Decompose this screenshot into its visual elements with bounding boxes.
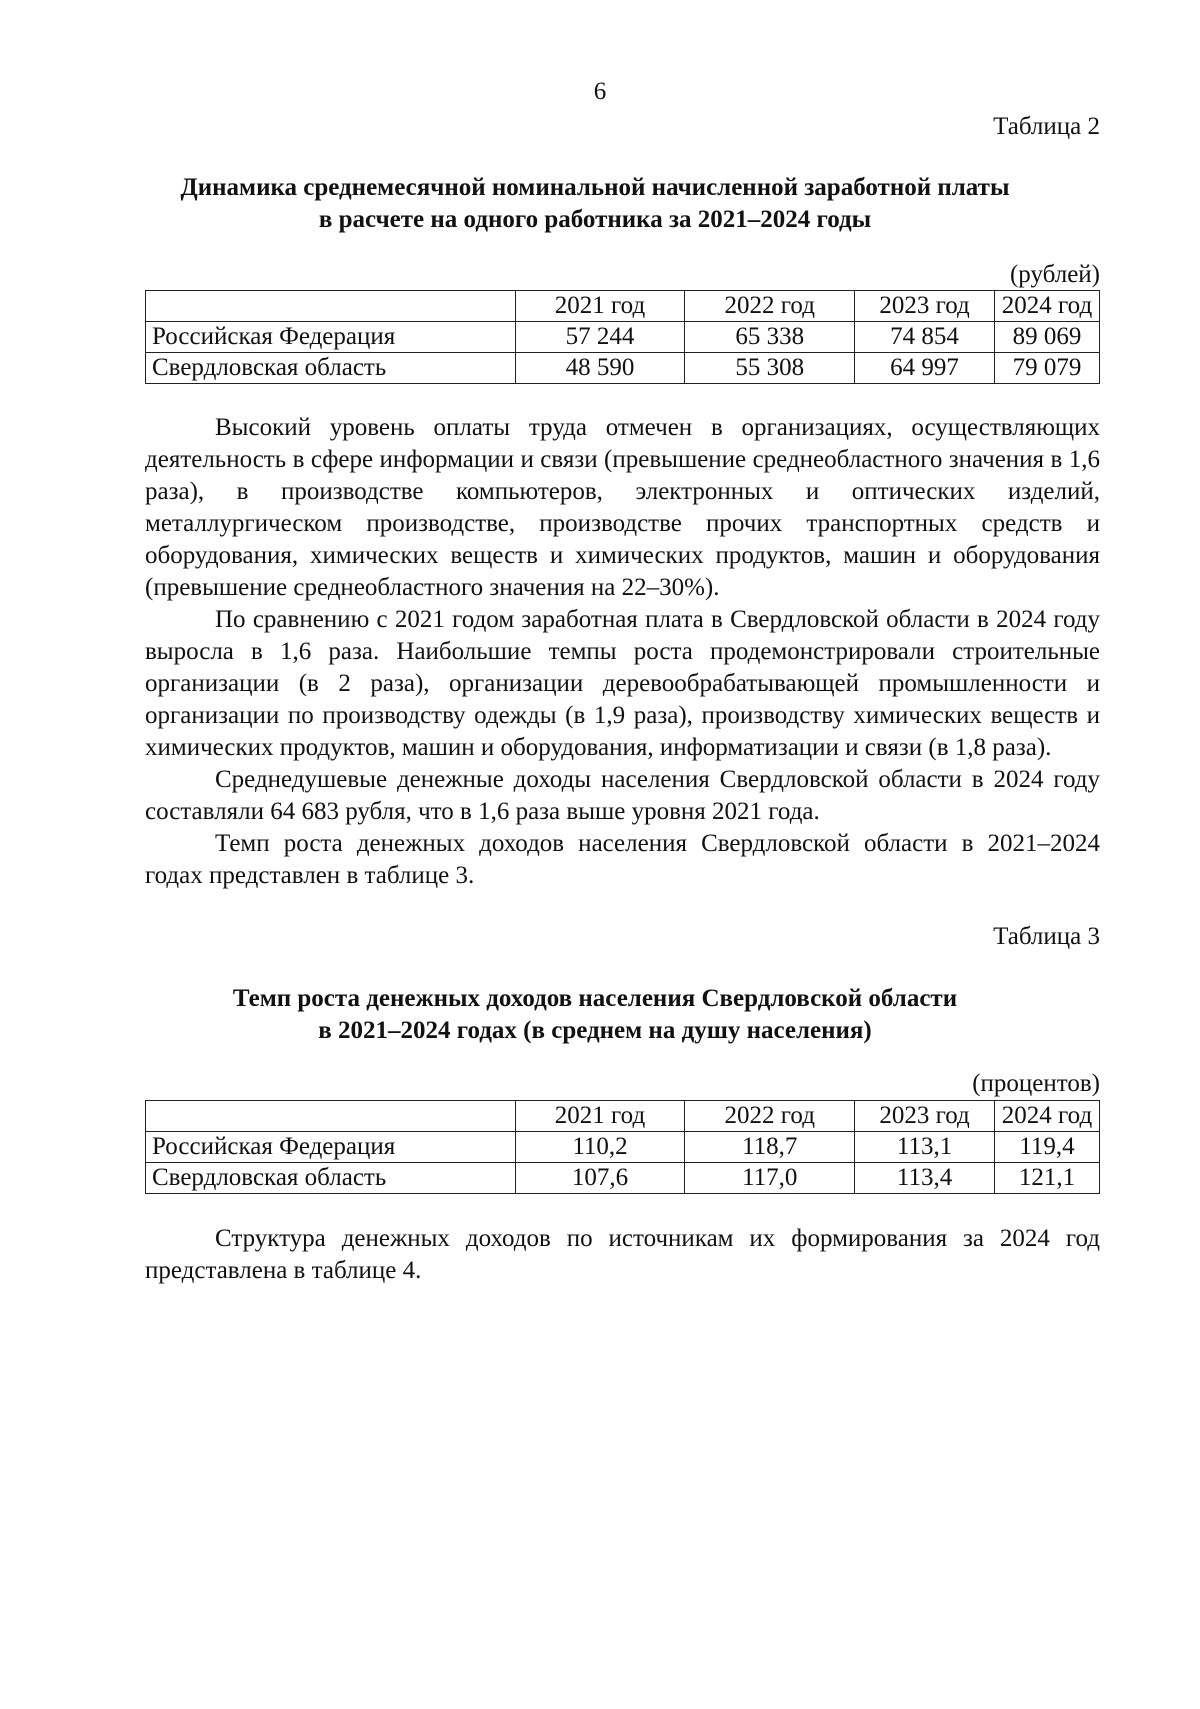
- table-row: [146, 322, 1100, 353]
- table3-row-label: Свердловская область: [146, 1163, 516, 1194]
- table-row: [146, 1132, 1100, 1163]
- table3-header-cell: 2022 год: [685, 1101, 855, 1132]
- table3-cell: 119,4: [994, 1132, 1099, 1163]
- table2-cell: 74 854: [855, 322, 995, 353]
- body-text-2: [145, 1223, 1100, 1287]
- table2-header-cell: 2023 год: [855, 291, 995, 322]
- table3-cell: 110,2: [515, 1132, 685, 1163]
- table3-cell: 117,0: [685, 1163, 855, 1194]
- table-row: [146, 353, 1100, 384]
- table2-row-label: Свердловская область: [146, 353, 516, 384]
- table3-cell: 107,6: [515, 1163, 685, 1194]
- table2-header-cell: 2022 год: [685, 291, 855, 322]
- table2-cell: 79 079: [994, 353, 1099, 384]
- table2-cell: 57 244: [515, 322, 685, 353]
- table3-cell: 113,4: [855, 1163, 995, 1194]
- table3-cell: 118,7: [685, 1132, 855, 1163]
- table2-cell: 65 338: [685, 322, 855, 353]
- table2-cell: 64 997: [855, 353, 995, 384]
- table2-title: [140, 172, 1050, 236]
- paragraph: По сравнению с 2021 годом заработная плата в Свердловской области в 2024 году выросла в 1,6 раза. Наибольшие темпы роста продемонстрировали строительные организации (в 2 раза), организации деревообрабатывающей промышленности и организации по производству одежды (в 1,9 раза), производству химических веществ и химических продуктов, машин и оборудования, информатизации и связи (в 1,8 раза).: [145, 606, 1100, 761]
- table3-cell: 113,1: [855, 1132, 995, 1163]
- table2-cell: 48 590: [515, 353, 685, 384]
- table2-header-cell: 2021 год: [515, 291, 685, 322]
- table3-units: (процентов): [972, 1070, 1100, 1097]
- table3-title-line1: Темп роста денежных доходов населения Свердловской области: [232, 985, 958, 1012]
- table2-header-row: [146, 291, 1100, 322]
- table2: [145, 290, 1100, 384]
- paragraph: Структура денежных доходов по источникам их формирования за 2024 год представлена в таблице 4.: [145, 1225, 1100, 1284]
- table3-header-row: [146, 1101, 1100, 1132]
- table2-cell: 89 069: [994, 322, 1099, 353]
- table2-header-cell: [146, 291, 516, 322]
- table3-title: [140, 983, 1050, 1047]
- table2-title-line1: Динамика среднемесячной номинальной начисленной заработной платы: [180, 174, 1010, 201]
- table3-cell: 121,1: [994, 1163, 1099, 1194]
- table3-label: Таблица 3: [993, 923, 1100, 950]
- table-row: [146, 1163, 1100, 1194]
- page-number: 6: [593, 78, 607, 105]
- paragraph: Темп роста денежных доходов населения Свердловской области в 2021–2024 годах представлен в таблице 3.: [145, 830, 1100, 889]
- table2-cell: 55 308: [685, 353, 855, 384]
- paragraph: Среднедушевые денежные доходы населения Свердловской области в 2024 году составляли 64 683 рубля, что в 1,6 раза выше уровня 2021 года.: [145, 766, 1100, 825]
- table2-header-cell: 2024 год: [994, 291, 1099, 322]
- table3-header-cell: 2021 год: [515, 1101, 685, 1132]
- table3: [145, 1100, 1100, 1194]
- table3-header-cell: 2024 год: [994, 1101, 1099, 1132]
- body-text-1: [145, 412, 1100, 892]
- table2-row-label: Российская Федерация: [146, 322, 516, 353]
- table3-row-label: Российская Федерация: [146, 1132, 516, 1163]
- table2-title-line2: в расчете на одного работника за 2021–2024 годы: [318, 206, 872, 233]
- paragraph: Высокий уровень оплаты труда отмечен в организациях, осуществляющих деятельность в сфере информации и связи (превышение среднеобластного значения в 1,6 раза), в производстве компьютеров, электронных и оптических изделий, металлургическом производстве, производстве прочих транспортных средств и оборудования, химических веществ и химических продуктов, машин и оборудования (превышение среднеобластного значения на 22–30%).: [145, 414, 1100, 601]
- table2-units: (рублей): [1009, 261, 1100, 288]
- table3-title-line2: в 2021–2024 годах (в среднем на душу населения): [318, 1017, 872, 1044]
- table2-label: Таблица 2: [993, 113, 1100, 140]
- table3-header-cell: 2023 год: [855, 1101, 995, 1132]
- table3-header-cell: [146, 1101, 516, 1132]
